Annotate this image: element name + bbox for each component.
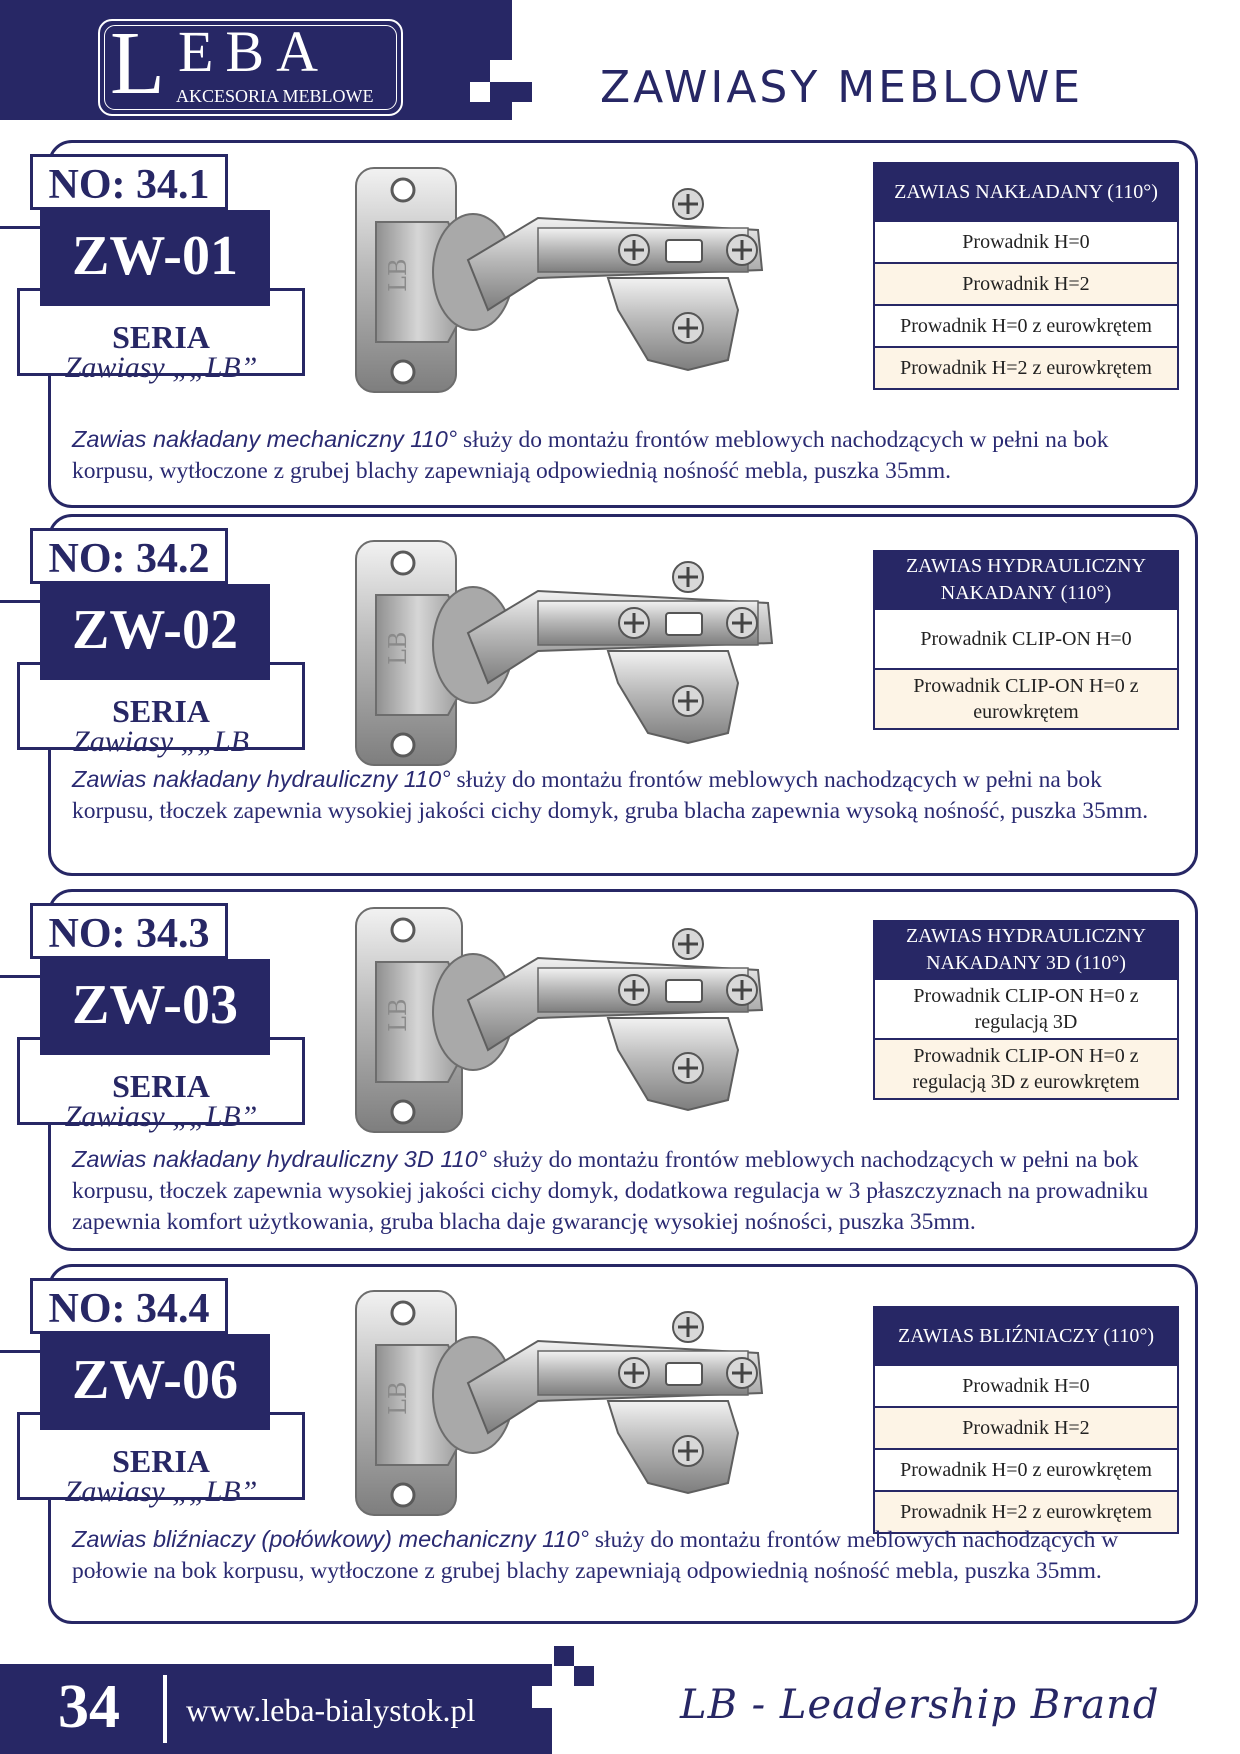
header-decor-square — [470, 82, 490, 102]
spec-table — [873, 550, 1179, 730]
series-subtitle: Zawiasy „„LB” — [64, 351, 258, 384]
website-link[interactable]: www.leba-bialystok.pl — [186, 1692, 476, 1728]
footer-decor-square — [574, 1666, 594, 1686]
product-code: ZW-03 — [72, 974, 238, 1036]
page-title: ZAWIASY MEBLOWE — [600, 62, 1084, 113]
svg-text:LB: LB — [384, 258, 412, 292]
product-number-box — [30, 154, 228, 210]
footer-divider — [163, 1675, 167, 1743]
spec-row: Prowadnik H=0 — [874, 1365, 1178, 1407]
description-text: służy do montażu frontów meblowych nachodzących w połowie na bok korpusu, wytłoczone z grubej blachy zapewniają odpowiednią nośność mebla, puszka 35mm. — [72, 1527, 1119, 1584]
product-code-box — [40, 1334, 270, 1430]
leba-logo — [98, 14, 403, 116]
description-lead: Zawias nakładany mechaniczny 110° — [72, 426, 458, 452]
spec-row: Prowadnik H=2 z eurowkrętem — [874, 1491, 1178, 1533]
footer-decor-square — [532, 1686, 552, 1708]
brand-tagline: LB - Leadership Brand — [680, 1682, 1160, 1728]
product-description — [72, 1144, 1182, 1238]
product-description — [72, 424, 1182, 487]
spec-row: Prowadnik H=0 — [874, 221, 1178, 263]
series-title: SERIA — [112, 1443, 210, 1479]
spec-table — [873, 162, 1179, 390]
spec-table — [873, 1306, 1179, 1534]
page-number: 34 — [58, 1673, 120, 1741]
svg-text:LB: LB — [384, 998, 412, 1032]
description-text: służy do montażu frontów meblowych nachodzących w pełni na bok korpusu, wytłoczone z grubej blachy zapewniają odpowiednią nośność mebla, puszka 35mm. — [72, 427, 1109, 484]
product-code: ZW-02 — [72, 599, 238, 661]
series-subtitle: Zawiasy „„LB” — [64, 1475, 258, 1508]
spec-table-header: ZAWIAS NAKŁADANY (110°) — [874, 163, 1178, 221]
product-number: NO: 34.3 — [48, 911, 210, 957]
product-code: ZW-06 — [72, 1349, 238, 1411]
svg-text:LB: LB — [384, 631, 412, 665]
series-subtitle: Zawiasy „„LB” — [64, 1100, 258, 1133]
svg-text:LB: LB — [384, 1381, 412, 1415]
series-title: SERIA — [112, 319, 210, 355]
description-lead: Zawias nakładany hydrauliczny 3D 110° — [72, 1146, 488, 1172]
spec-table-header: ZAWIAS BLIŹNIACZY (110°) — [874, 1307, 1178, 1365]
logo-subtitle: AKCESORIA MEBLOWE — [176, 86, 374, 106]
spec-table-header: ZAWIAS HYDRAULICZNY NAKADANY (110°) — [874, 551, 1178, 609]
spec-table — [873, 920, 1179, 1100]
description-lead: Zawias bliźniaczy (połówkowy) mechaniczny 110° — [72, 1526, 590, 1552]
hinge-photo — [348, 160, 838, 400]
footer-decor-square — [554, 1646, 574, 1666]
product-code-box — [40, 210, 270, 306]
product-code-box — [40, 584, 270, 680]
description-lead: Zawias nakładany hydrauliczny 110° — [72, 766, 451, 792]
spec-row: Prowadnik H=2 — [874, 1407, 1178, 1449]
product-number-box — [30, 1278, 228, 1334]
logo-wordmark: EBA — [178, 19, 330, 84]
series-title: SERIA — [112, 1068, 210, 1104]
product-number-box — [30, 903, 228, 959]
product-code: ZW-01 — [72, 225, 238, 287]
spec-row: Prowadnik H=2 — [874, 263, 1178, 305]
spec-row: Prowadnik CLIP-ON H=0 — [874, 609, 1178, 669]
spec-row: Prowadnik H=2 z eurowkrętem — [874, 347, 1178, 389]
hinge-photo — [348, 900, 838, 1140]
product-number-box — [30, 528, 228, 584]
hinge-photo — [348, 533, 838, 773]
product-number: NO: 34.1 — [48, 162, 210, 208]
product-code-box — [40, 959, 270, 1055]
hinge-photo — [348, 1283, 838, 1523]
logo-letter: L — [110, 14, 165, 113]
header-decor-square — [512, 82, 532, 102]
description-text: służy do montażu frontów meblowych nachodzących w pełni na bok korpusu, tłoczek zapewnia wysokiej jakości cichy domyk, dodatkowa regulacja w 3 płaszczyznach na prowadniku zapewnia komfort użytkowania, gruba blacha daje gwarancję wysokiej nośności, puszka 35mm. — [72, 1147, 1149, 1235]
series-title: SERIA — [112, 693, 210, 729]
product-description — [72, 1524, 1182, 1587]
product-number: NO: 34.4 — [48, 1286, 210, 1332]
spec-row: Prowadnik H=0 z eurowkrętem — [874, 1449, 1178, 1491]
product-description — [72, 764, 1182, 827]
header-decor-square — [490, 60, 512, 82]
spec-row: Prowadnik CLIP-ON H=0 z eurowkrętem — [874, 669, 1178, 729]
description-text: służy do montażu frontów meblowych nachodzących w pełni na bok korpusu, tłoczek zapewnia wysokiej jakości cichy domyk, gruba blacha zapewnia wysoką nośność, puszka 35mm. — [72, 767, 1149, 824]
spec-row: Prowadnik H=0 z eurowkrętem — [874, 305, 1178, 347]
spec-row: Prowadnik CLIP-ON H=0 z regulacją 3D z eurowkrętem — [874, 1039, 1178, 1099]
spec-row: Prowadnik CLIP-ON H=0 z regulacją 3D — [874, 979, 1178, 1039]
series-subtitle: Zawiasy „„LB — [73, 725, 249, 758]
spec-table-header: ZAWIAS HYDRAULICZNY NAKADANY 3D (110°) — [874, 921, 1178, 979]
product-number: NO: 34.2 — [48, 536, 210, 582]
